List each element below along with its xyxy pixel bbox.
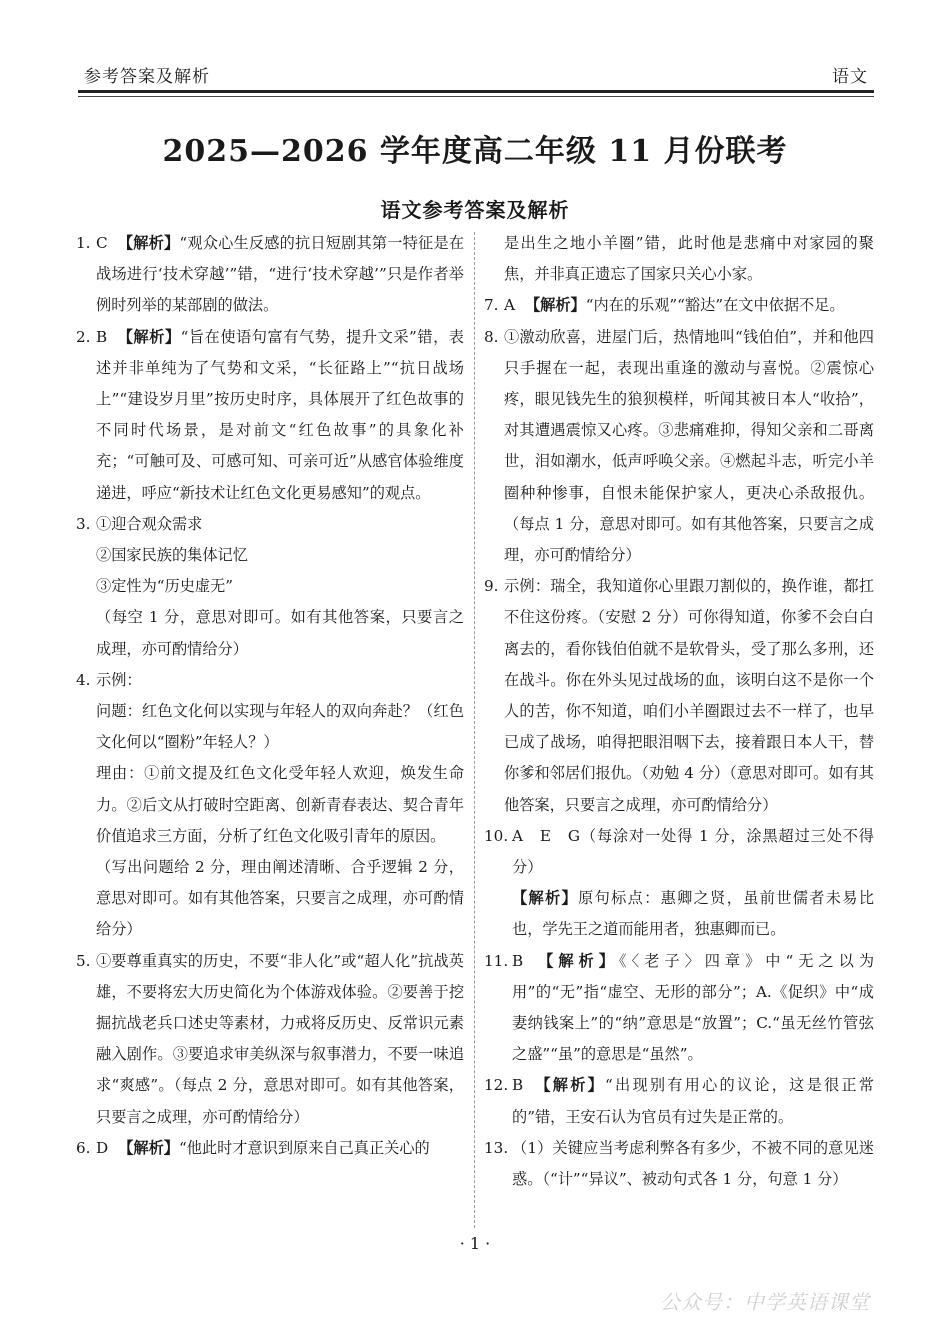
answer-item-5 <box>76 946 464 1133</box>
analysis-text: “出现别有用心的议论，这是很正常的”错，王安石认为官员有过失是正常的。 <box>512 1076 874 1126</box>
item-number: 9. <box>484 577 499 596</box>
analysis-line <box>512 883 874 945</box>
document-subtitle: 语文参考答案及解析 <box>380 198 570 222</box>
header-subject: 语文 <box>832 67 868 87</box>
answer-text: ①要尊重真实的历史，不要“非人化”或“超人化”抗战英雄，不要将宏大历史简化为个体游戏体验。②要善于挖掘抗战老兵口述史等素材，力戒将反历史、反常识元素融入剧作。③要追求审美纵深与叙事潜力，不要一味追求“爽感”。（每点 2 分，意思对即可。如有其他答案，只要言之成理，亦可酌情给分） <box>96 951 464 1126</box>
item-number: 12. <box>484 1076 509 1095</box>
analysis-text: “他此时才意识到原来自己真正关心的 <box>178 1138 430 1157</box>
item-number: 7. <box>484 296 499 315</box>
answer-text: 示例：瑞全，我知道你心里跟刀割似的，换作谁，都扛不住这份疼。（安慰 2 分）可你得知道，你爹不会白白离去的，看你钱伯伯就不是软骨头，受了那么多刑，还在战斗。你在外头见过战场的血，该明白这不是你一个人的苦，你不知道，咱们小羊圈跟过去不一样了，也早已成了战场，咱得把眼泪咽下去，接着跟日本人干，替你爹和邻居们报仇。（劝勉 4 分）（意思对即可。如有其他答案，只要言之成理，亦可酌情给分） <box>504 577 874 814</box>
answer-item-13 <box>484 1133 874 1195</box>
item-number: 8. <box>484 327 499 346</box>
answer-choice: B <box>512 1076 524 1095</box>
analysis-tag: 【解析】 <box>117 234 180 252</box>
scoring-note: （每涂对一处得 1 分，涂黑超过三处不得分） <box>512 826 874 877</box>
answer-item-2 <box>76 322 464 509</box>
analysis-text: “观众心生反感的抗日短剧其第一特征是在战场进行‘技术穿越’”错，“进行‘技术穿越’”只是作者举例时列举的某部剧的做法。 <box>96 234 465 315</box>
item-number: 10. <box>484 826 509 845</box>
example-label: 示例： <box>96 670 142 689</box>
answer-item-6-continued <box>484 228 874 290</box>
analysis-tag: 【解析】 <box>118 1138 179 1157</box>
answer-item-6 <box>76 1133 464 1164</box>
answer-text: ①激动欣喜，进屋门后，热情地叫“钱伯伯”，并和他四只手握在一起，表现出重逢的激动与喜悦。②震惊心疼，眼见钱先生的狼狈模样，听闻其被日本人“收拾”，对其遭遇震惊又心疼。③悲痛难抑，得知父亲和二哥离世，泪如潮水，低声呼唤父亲。④燃起斗志，听完小羊圈种种惨事，自恨未能保护家人，更决心杀敌报仇。（每点 1 分，意思对即可。如有其他答案，只要言之成理，亦可酌情给分） <box>504 327 874 565</box>
item-number: 5. <box>76 951 91 970</box>
item-number: 1. <box>76 234 91 252</box>
item-number: 13. <box>484 1138 509 1157</box>
item-number: 4. <box>76 670 91 689</box>
example-question: 问题：红色文化何以实现与年轻人的双向奔赴？（红色文化何以“圈粉”年轻人？） <box>96 702 464 752</box>
watermark-text: 公众号：中学英语课堂 <box>660 1290 870 1314</box>
answer-text: （1）关键应当考虑利弊各有多少，不被不同的意见迷惑。（“计”“异议”、被动句式各 1 分，句意 1 分） <box>512 1138 874 1189</box>
answer-line: ③定性为“历史虚无” <box>96 577 234 596</box>
header-left: 参考答案及解析 <box>84 67 210 87</box>
analysis-tag: 【解析】 <box>117 327 181 346</box>
scoring-note: （每空 1 分，意思对即可。如有其他答案，只要言之成理，亦可酌情给分） <box>96 608 464 658</box>
answer-line: ②国家民族的集体记忆 <box>96 546 248 565</box>
answer-item-8 <box>484 322 874 572</box>
analysis-text: 《〈老子〉四章》中“无之以为用”的“无”指“虚空、无形的部分”；A.《促织》中“成妻纳钱案上”的“纳”意思是“放置”；C.“虽无丝竹管弦之盛”“虽”的意思是“虽然”。 <box>512 951 875 1064</box>
item-number: 6. <box>76 1138 91 1157</box>
left-column <box>76 228 464 1164</box>
item-number: 3. <box>76 514 91 533</box>
answer-line: ①迎合观众需求 <box>96 514 203 533</box>
analysis-tag: 【解析】 <box>512 889 579 908</box>
answer-item-3 <box>76 509 464 665</box>
answer-choice: C <box>96 234 108 252</box>
analysis-text: “内在的乐观”“豁达”在文中依据不足。 <box>585 296 845 315</box>
answer-item-11 <box>484 946 874 1071</box>
analysis-tag: 【解析】 <box>533 951 619 970</box>
exam-title: 2025—2026 学年度高二年级 11 月份联考 <box>162 134 788 169</box>
scoring-note: （写出问题给 2 分，理由阐述清晰、合乎逻辑 2 分，意思对即可。如有其他答案，只要言之成理，亦可酌情给分） <box>96 858 464 939</box>
answer-item-12 <box>484 1070 874 1132</box>
analysis-text-continued: 是出生之地小羊圈”错，此时他是悲痛中对家园的聚焦，并非真正遗忘了国家只关心小家。 <box>504 234 874 284</box>
answer-item-9 <box>484 571 874 821</box>
analysis-text: 原句标点：惠卿之贤，虽前世儒者未易比也，学先王之道而能用者，独惠卿而已。 <box>512 889 875 939</box>
analysis-tag: 【解析】 <box>524 296 586 315</box>
example-reason: 理由：①前文提及红色文化受年轻人欢迎，焕发生命力。②后文从打破时空距离、创新青春表达、契合青年价值追求三方面，分析了红色文化吸引青年的原因。 <box>96 764 464 845</box>
item-number: 11. <box>484 951 509 970</box>
answer-choices: A E G <box>512 826 581 845</box>
header-rule-thick <box>78 90 874 93</box>
right-column <box>484 228 874 1195</box>
answer-item-4 <box>76 665 464 946</box>
page-number: · 1 · <box>459 1234 491 1253</box>
answer-item-1 <box>76 228 464 322</box>
answer-item-7 <box>484 290 874 321</box>
answer-item-10 <box>484 821 874 946</box>
answer-choice: D <box>96 1138 109 1157</box>
answer-choice: A <box>504 296 515 315</box>
answer-choice: B <box>512 951 524 970</box>
running-header <box>78 60 874 88</box>
header-rule-thin <box>78 96 874 97</box>
analysis-tag: 【解析】 <box>533 1076 606 1095</box>
analysis-text: “旨在使语句富有气势，提升文采”错，表述并非单纯为了气势和文采，“长征路上”“抗日战场上”“建设岁月里”按历史时序，具体展开了红色故事的不同时代场景，是对前文“红色故事”的具象化补充；“可触可及、可感可知、可亲可近”从感官体验维度递进，呼应“新技术让红色文化更易感知”的观点。 <box>96 327 464 502</box>
item-number: 2. <box>76 327 91 346</box>
column-divider <box>474 232 475 1228</box>
answer-choice: B <box>96 327 108 346</box>
